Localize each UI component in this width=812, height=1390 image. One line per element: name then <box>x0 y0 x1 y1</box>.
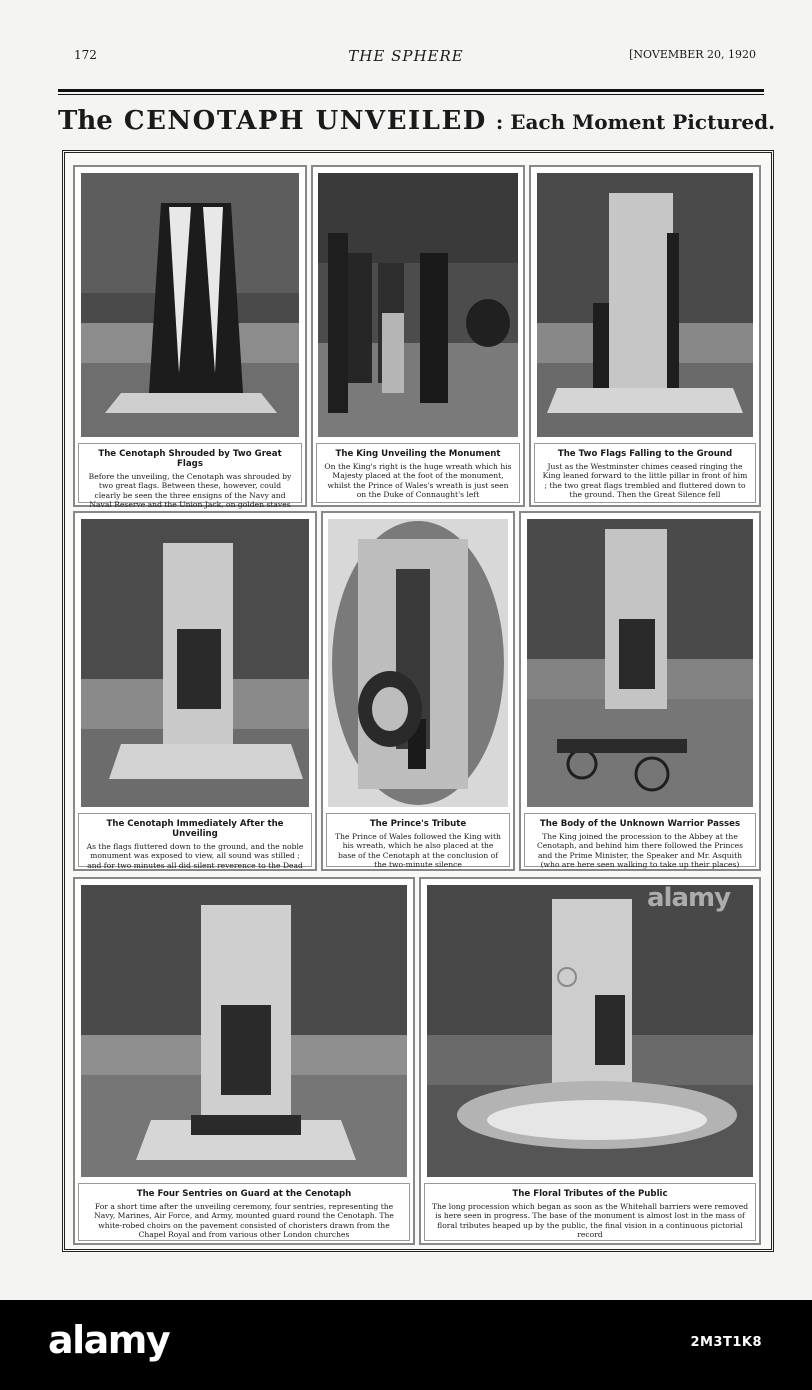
watermark-overlay: alamy <box>647 883 731 913</box>
photo-after-unveiling <box>81 519 309 807</box>
panel-8 <box>419 877 761 1245</box>
photo-after-unveiling-art <box>81 519 309 807</box>
caption-heading: The King Unveiling the Monument <box>335 449 501 459</box>
caption-6 <box>524 813 756 867</box>
photo-grid-frame <box>62 150 774 1252</box>
caption-heading: The Body of the Unknown Warrior Passes <box>539 819 741 829</box>
caption-heading: The Floral Tributes of the Public <box>512 1189 668 1199</box>
caption-2 <box>316 443 520 503</box>
caption-7 <box>78 1183 410 1241</box>
caption-1 <box>78 443 302 509</box>
photo-floral-tributes <box>427 885 753 1177</box>
caption-heading: The Cenotaph Immediately After the Unveiling <box>106 819 284 839</box>
caption-heading: The Prince's Tribute <box>369 819 467 829</box>
title-part-3: : Each Moment Pictured. <box>495 110 776 134</box>
caption-text: Before the unveiling, the Cenotaph was shrouded by two great flags. Between these, however, could clearly be seen the three ensigns of the Navy and Naval Reserve and the Union Jack, on golden staves <box>88 472 292 509</box>
panel-1 <box>73 165 307 507</box>
caption-heading: The Two Flags Falling to the Ground <box>557 449 733 459</box>
stock-logo: alamy <box>48 1318 170 1362</box>
page-title <box>58 106 776 136</box>
photo-floral-tributes-art <box>427 885 753 1177</box>
caption-8 <box>424 1183 756 1241</box>
caption-text: The King joined the procession to the Abbey at the Cenotaph, and behind him there followed the Princes and the Prime Minister, the Speaker and Mr. Asquith (who are here seen walking to take up their places) <box>537 832 743 869</box>
caption-3 <box>534 443 756 503</box>
caption-text: For a short time after the unveiling ceremony, four sentries, representing the Navy, Marines, Air Force, and Army, mounted guard round the Cenotaph. The white-robed choirs on the pavement consisted of choristers drawn from the Chapel Royal and from various other London churches <box>94 1202 394 1239</box>
photo-king-unveiling <box>318 173 518 437</box>
caption-heading: The Four Sentries on Guard at the Cenotaph <box>136 1189 352 1199</box>
photo-four-sentries <box>81 885 407 1177</box>
panel-2 <box>311 165 525 507</box>
photo-princes-tribute <box>328 519 508 807</box>
caption-4 <box>78 813 312 870</box>
photo-princes-tribute-art <box>328 519 508 807</box>
caption-heading: The Cenotaph Shrouded by Two Great Flags <box>98 449 282 469</box>
panel-5 <box>321 511 515 871</box>
photo-flags-falling <box>537 173 753 437</box>
caption-text: The long procession which began as soon as the Whitehall barriers were removed is here seen in progress. The base of the monument is almost lost in the mass of floral tributes heaped up by the public, the final vision in a continuous pictorial record <box>431 1202 749 1239</box>
photo-cenotaph-shrouded-art <box>81 173 299 437</box>
caption-text: On the King's right is the huge wreath which his Majesty placed at the foot of the monument, whilst the Prince of Wales's wreath is just seen on the Duke of Connaught's left <box>324 462 512 499</box>
page-number: 172 <box>74 48 97 62</box>
photo-four-sentries-art <box>81 885 407 1177</box>
stock-image-id: 2M3T1K8 <box>690 1335 762 1350</box>
photo-king-unveiling-art <box>318 173 518 437</box>
title-part-1: The <box>58 106 113 136</box>
panel-4 <box>73 511 317 871</box>
photo-unknown-warrior <box>527 519 753 807</box>
photo-unknown-warrior-art <box>527 519 753 807</box>
header-rule <box>58 89 764 92</box>
publication-name: THE SPHERE <box>348 47 464 65</box>
photo-flags-falling-art <box>537 173 753 437</box>
photo-cenotaph-shrouded <box>81 173 299 437</box>
caption-text: Just as the Westminster chimes ceased ringing the King leaned forward to the little pillar in front of him ; the two great flags trembled and fluttered down to the ground. Then the Great Silence fell <box>542 462 748 499</box>
caption-text: The Prince of Wales followed the King with his wreath, which he also placed at the base of the Cenotaph at the conclusion of the two-minute silence <box>335 832 501 869</box>
header-rule-thin <box>58 94 764 95</box>
issue-date: [NOVEMBER 20, 1920 <box>629 48 756 61</box>
panel-7 <box>73 877 415 1245</box>
title-part-2: CENOTAPH UNVEILED <box>123 106 487 136</box>
caption-text: As the flags fluttered down to the ground, and the noble monument was exposed to view, all sound was stilled ; and for two minutes all did silent reverence to the Dead <box>86 842 304 870</box>
panel-3 <box>529 165 761 507</box>
panel-6 <box>519 511 761 871</box>
caption-5 <box>326 813 510 867</box>
